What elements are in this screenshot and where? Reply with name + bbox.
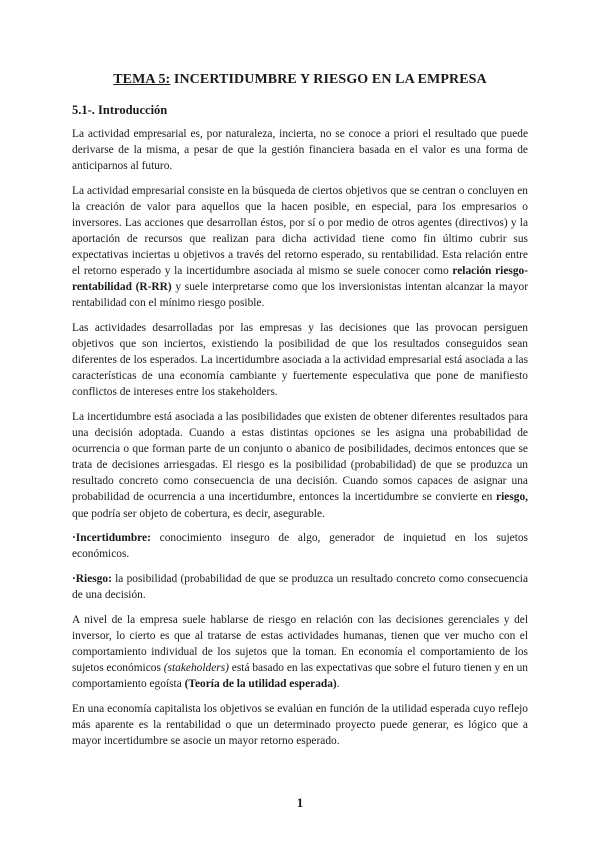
bold-term: relación riesgo-rentabilidad (R-RR)	[72, 265, 528, 294]
italic-term: (stakeholders)	[163, 661, 229, 674]
title-label: TEMA 5:	[113, 72, 171, 87]
section-heading: 5.1-. Introducción	[72, 103, 168, 117]
paragraph-text: está basado en las expectativas que sobre el futuro tienen y en un comportamiento egoísta	[72, 661, 528, 690]
title-text: INCERTIDUMBRE Y RIESGO EN LA EMPRESA	[170, 72, 487, 87]
bold-term: riesgo,	[496, 491, 528, 504]
paragraph-text: La actividad empresarial es, por naturaleza, incierta, no se conoce a priori el resultado que puede derivarse de la misma, a pesar de que la gestión financiera basada en el valor es una forma de anticiparnos al futuro.	[72, 128, 528, 173]
paragraph-text: En una economía capitalista los objetivos se evalúan en función de la utilidad esperada cuyo reflejo más aparente es la rentabilidad o que un determinado proyecto puede generar, es lógico que a mayor incertidumbre se asocie un mayor retorno esperado.	[72, 702, 528, 747]
paragraph-3	[72, 320, 528, 400]
definition-term: ·Riesgo:	[72, 572, 112, 585]
document-body	[72, 126, 528, 757]
paragraph-text: que podría ser objeto de cobertura, es decir, asegurable.	[72, 507, 325, 520]
paragraph-1	[72, 126, 528, 174]
paragraph-2	[72, 183, 528, 312]
paragraph-text: Las actividades desarrolladas por las empresas y las decisiones que las provocan persiguen objetivos que son inciertos, existiendo la posibilidad de que los resultados conseguidos sean diferentes de los esperados. La incertidumbre asociada a la actividad empresarial está asociada a las características de una economía cambiante y fuertemente especulativa que pone de manifiesto conflictos de intereses entre los stakeholders.	[72, 322, 528, 399]
paragraph-text: La actividad empresarial consiste en la búsqueda de ciertos objetivos que se centran o concluyen en la creación de valor para aquellos que la hacen posible, en especial, para los empresarios o inversores. Las acciones que desarrollan éstos, por sí o por medio de otros agentes (directivos) y la aportación de recursos que realizan para dicha actividad tiene como fin último cubrir sus expectativas inciertas u objetivos a través del retorno esperado, su rentabilidad. Esta relación entre el retorno esperado y la incertidumbre asociada al mismo se suele conocer como	[72, 184, 528, 278]
page-number: 1	[296, 795, 304, 810]
page-title	[0, 72, 600, 88]
paragraph-text: .	[336, 677, 340, 690]
paragraph-8	[72, 701, 528, 749]
paragraph-text: y suele interpretarse como que los inversionistas intentan alcanzar la mayor rentabilidad con el mínimo riesgo posible.	[72, 281, 529, 310]
definition-riesgo	[72, 571, 528, 603]
definition-term: ·Incertidumbre:	[72, 532, 151, 545]
paragraph-4	[72, 409, 528, 522]
definition-incertidumbre	[72, 530, 528, 562]
paragraph-7	[72, 612, 528, 692]
paragraph-text: La incertidumbre está asociada a las posibilidades que existen de obtener diferentes resultados para una decisión adoptada. Cuando a estas distintas opciones se les asigna una probabilidad de ocurrencia o que forman parte de un conjunto o abanico de posibilidades, decimos entonces que se trata de decisiones arriesgadas. El riesgo es la posibilidad (probabilidad) de que se produzca un resultado concreto como consecuencia de una decisión. Cuando somos capaces de asignar una probabilidad de ocurrencia a una incertidumbre, entonces la incertidumbre se convierte en	[72, 411, 528, 504]
paragraph-text: A nivel de la empresa suele hablarse de riesgo en relación con las decisiones gerenciales y del inversor, lo cierto es que al tratarse de estas actividades humanas, tienen que ver mucho con el comportamiento individual de los sujetos que la toman. En economía el comportamiento de los sujetos económicos	[72, 613, 528, 674]
definition-text: conocimiento inseguro de algo, generador de inquietud en los sujetos económicos.	[72, 532, 528, 561]
definition-text: la posibilidad (probabilidad de que se produzca un resultado concreto como consecuencia de una decisión.	[72, 572, 528, 601]
bold-term: (Teoría de la utilidad esperada)	[184, 677, 337, 690]
